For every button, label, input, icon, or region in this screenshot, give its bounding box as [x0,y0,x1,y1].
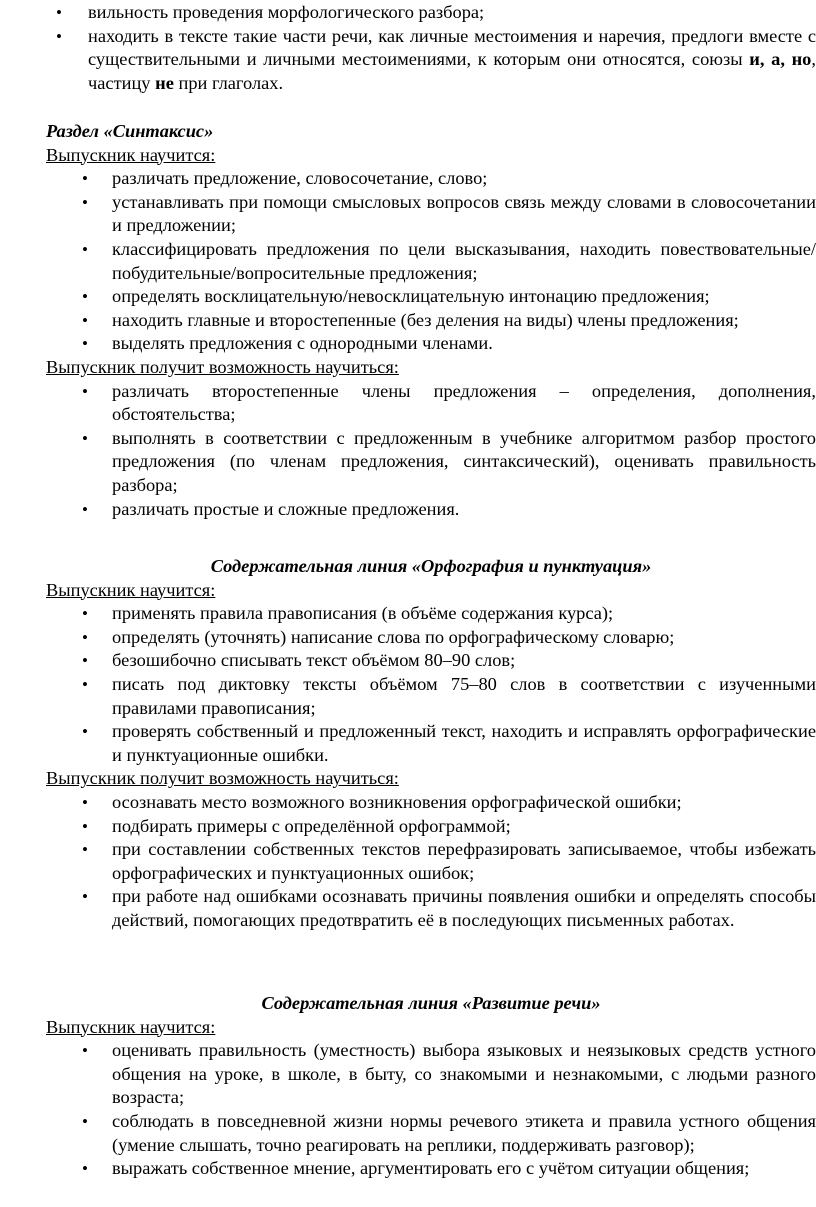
list-item: • различать второстепенные члены предложения – определения, дополнения, обстоятельства; [46,380,816,427]
opportunity-label: Выпускник получит возможность научиться: [46,356,399,377]
list-item: • определять (уточнять) написание слова по орфографическому словарю; [46,626,816,650]
list-item-text: союзы [691,49,743,70]
learn-label: Выпускник научится: [46,579,216,600]
list-item: • выражать собственное мнение, аргументировать его с учётом ситуации общения; [46,1157,816,1181]
section-title: Содержательная линия «Орфография и пунктуация» [210,556,652,576]
list-item: • писать под диктовку тексты объёмом 75–80 слов в соответствии с изученными правилами правописания; [46,673,816,720]
section-title: Содержательная линия «Развитие речи» [261,993,601,1013]
list-item: • различать предложение, словосочетание, слово; [46,167,816,191]
section-title: Раздел «Синтаксис» [46,121,214,141]
bullet-list [46,791,816,933]
list-item [46,25,816,96]
section-speech [46,992,816,1181]
list-item: • устанавливать при помощи смысловых вопросов связь между словами в словосочетании и предложении; [46,191,816,238]
learn-label: Выпускник научится: [46,144,216,165]
list-item: • применять правила правописания (в объёме содержания курса); [46,602,816,626]
list-item: • классифицировать предложения по цели высказывания, находить повествовательные/побудительные/вопросительные предложения; [46,238,816,285]
section-syntax [46,120,816,521]
list-item: • различать простые и сложные предложения. [46,498,816,522]
list-item: • находить главные и второстепенные (без деления на виды) члены предложения; [46,309,816,333]
section-intro [46,1,816,95]
section-orthography [46,555,816,933]
list-item: • подбирать примеры с определённой орфограммой; [46,815,816,839]
list-item-text: при глаголах. [178,72,284,93]
bold-term: не [155,72,174,93]
list-item: • оценивать правильность (уместность) выбора языковых и неязыковых средств устного общения на уроке, в школе, в быту, со знакомыми и незнакомыми, с людьми разного возраста; [46,1039,816,1110]
list-item: • вильность проведения морфологического разбора; [46,1,816,25]
list-item-text: находить в тексте такие части речи, как личные местоимения и наречия, предлоги вместе с существительными и личными местоимениями, к которым они относятся, [88,25,816,70]
list-item: • соблюдать в повседневной жизни нормы речевого этикета и правила устного общения (умение слышать, точно реагировать на реплики, поддерживать разговор); [46,1110,816,1157]
list-item: • проверять собственный и предложенный текст, находить и исправлять орфографические и пунктуационные ошибки. [46,720,816,767]
bullet-list [46,1,816,95]
bullet-list [46,380,816,522]
bullet-list [46,1039,816,1181]
list-item: • выделять предложения с однородными членами. [46,332,816,356]
list-item: • определять восклицательную/невосклицательную интонацию предложения; [46,285,816,309]
list-item: • осознавать место возможного возникновения орфографической ошибки; [46,791,816,815]
learn-label: Выпускник научится: [46,1016,216,1037]
list-item: • при работе над ошибками осознавать причины появления ошибки и определять способы действий, помогающих предотвратить её в последующих письменных работах. [46,885,816,932]
bold-term: и, а, но [749,49,812,70]
opportunity-label: Выпускник получит возможность научиться: [46,768,399,789]
list-item-text: , частицу [88,49,816,93]
list-item: • выполнять в соответствии с предложенным в учебнике алгоритмом разбор простого предложения (по членам предложения, синтаксический), оценивать правильность разбора; [46,427,816,498]
bullet-list [46,602,816,767]
list-item: • при составлении собственных текстов перефразировать записываемое, чтобы избежать орфографических и пунктуационных ошибок; [46,838,816,885]
bullet-list [46,167,816,356]
list-item: • безошибочно списывать текст объёмом 80–90 слов; [46,649,816,673]
